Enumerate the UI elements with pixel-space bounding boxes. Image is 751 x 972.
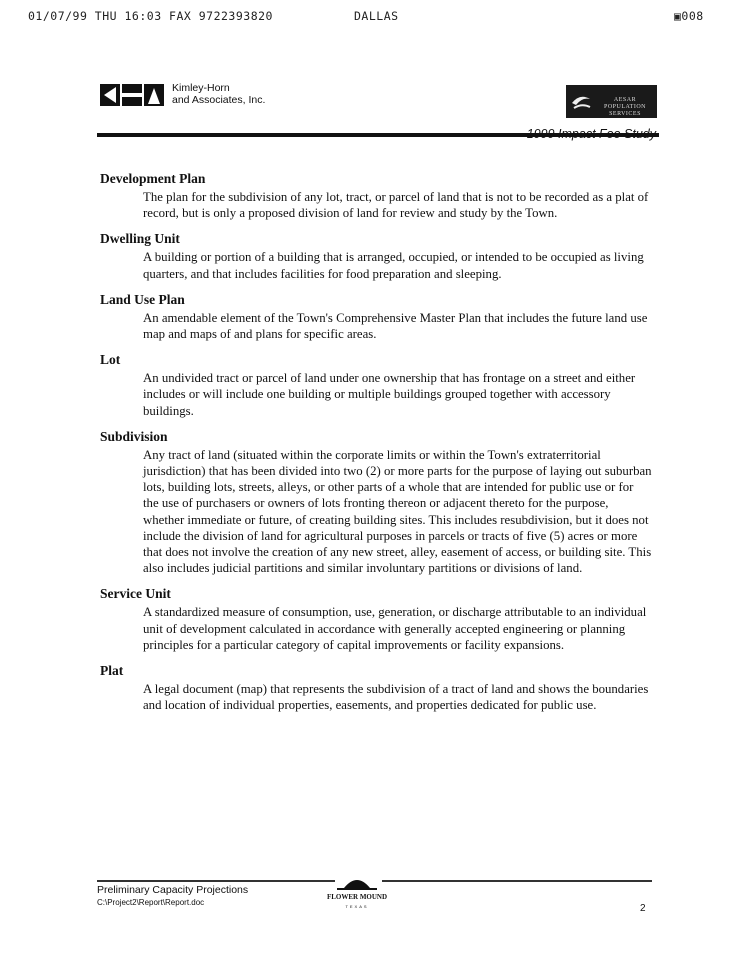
company-name [172,82,292,106]
company-name-line2: and Associates, Inc. [172,94,266,106]
footer-divider-right [382,880,652,882]
footer-divider-left [97,880,335,882]
footer-file-path: C:\Project2\Report\Report.doc [97,898,205,907]
flower-mound-logo-subtext: TEXAS [345,904,369,909]
footer-title: Preliminary Capacity Projections [97,884,249,896]
term-heading: Plat [100,663,124,679]
definitions-list [100,170,652,722]
term-heading: Service Unit [100,586,171,602]
term-heading: Subdivision [100,428,168,444]
term-definition: The plan for the subdivision of any lot, tract, or parcel of land that is not to be recorded as a plat of record, but is only a proposed division of land for review and study by the Town. [143,190,649,221]
term-heading: Dwelling Unit [100,231,180,247]
swoosh-icon [570,91,592,113]
definition-entry [100,662,652,713]
footer-info [97,884,248,907]
term-definition: A standardized measure of consumption, use, generation, or discharge attributable to an individual unit of development calculated in accordance with generally accepted engineering or planning principles for a particular category of capital improvements or facility expansions. [143,605,647,652]
term-definition: An undivided tract or parcel of land under one ownership that has frontage on a street and either includes or will include one building or multiple buildings grouped together with accessory buildings. [143,371,636,418]
term-definition: A building or portion of a building that is arranged, occupied, or intended to be occupied as living quarters, and that includes facilities for food preparation and sleeping. [143,250,644,281]
fax-header-page: ▣008 [674,9,704,23]
term-definition: An amendable element of the Town's Comprehensive Master Plan that includes the future land use map and maps of and plans for specific areas. [143,310,648,342]
page-number: 2 [640,903,646,914]
seal-text: AESAR POPULATION SERVICES [603,97,646,117]
company-name-line1: Kimley-Horn [172,82,230,94]
flower-mound-logo-icon [326,868,388,912]
term-heading: Land Use Plan [100,291,185,307]
definition-entry [100,351,652,419]
definition-entry [100,230,652,281]
definition-entry [100,170,652,221]
header-divider [97,133,659,137]
term-heading: Lot [100,352,121,368]
kimley-horn-logo-icon [100,84,164,106]
definition-entry [100,428,652,577]
flower-mound-logo-text: FLOWER MOUND [326,893,388,901]
definition-entry [100,291,652,342]
fax-header-info: 01/07/99 THU 16:03 FAX 9722393820 [28,9,273,23]
term-definition: Any tract of land (situated within the corporate limits or within the Town's extraterritorial jurisdiction) that has been divided into two (2) or more parts for the purpose of laying out suburban lots, building lots, streets, alleys, or other parts of a whole that are intended for public use or for the use of purchasers or owners of lots fronting thereon or adjacent thereto for the purpose, whether immediate or future, of creating building sites. This includes resubdivision, but it does not include the division of land for agricultural purposes in parcels or tracts of five (5) acres or more that does not involve the creation of any new street, alley, easement of access, or building site. This also includes judicial partitions and similar involuntary partitions or divisions of land. [143,447,652,576]
client-seal [566,85,657,118]
definition-entry [100,585,652,653]
term-heading: Development Plan [100,171,206,186]
term-definition: A legal document (map) that represents the subdivision of a tract of land and shows the boundaries and location of individual properties, easements, and properties dedicated for public use. [143,682,649,713]
fax-header-city: DALLAS [354,9,399,23]
